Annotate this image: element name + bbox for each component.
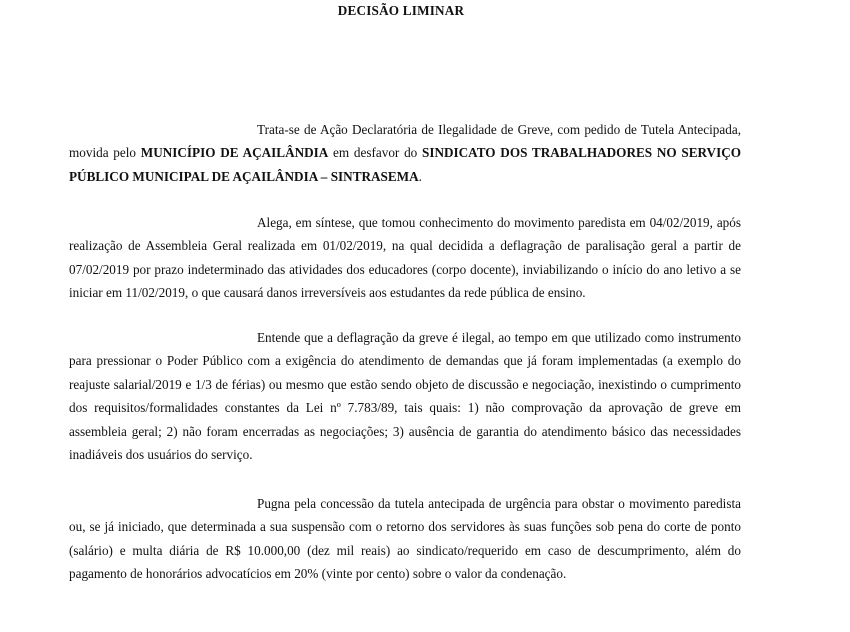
document-title: DECISÃO LIMINAR [337,3,465,18]
argument-text: Entende que a deflagração da greve é ilegal, ao tempo em que utilizado como instrumento para pressionar o Poder Público com a exigência do atendimento de demandas que já foram implementadas (a exemplo do reajuste salarial/2019 e 1/3 de férias) ou mesmo que estão sendo objeto de discussão e negociação, inexistindo o cumprimento dos requisitos/formalidades constantes da Lei nº 7.783/89, tais quais: 1) não comprovação da aprovação de greve em assembleia geral; 2) não foram encerradas as negociações; 3) ausência de garantia do atendimento básico das necessidades inadiáveis dos usuários do serviço. [69,330,741,463]
request-text: Pugna pela concessão da tutela antecipada de urgência para obstar o movimento paredista ou, se já iniciado, que determinada a sua suspensão com o retorno dos servidores às suas funções sob pena do corte de ponto (salário) e multa diária de R$ 10.000,00 (dez mil reais) ao sindicato/requerido em caso de descumprimento, além do pagamento de honorários advocatícios em 20% (vinte por cento) sobre o valor da condenação. [69,496,741,582]
paragraph-allegation [69,211,741,305]
intro-text-2: em desfavor do [328,145,423,161]
intro-text-1: Trata-se de Ação Declaratória de Ilegalidade de Greve, com pedido de Tutela Antecipada, movida pelo [69,122,741,161]
paragraph-intro [69,118,741,188]
paragraph-argument [69,326,741,466]
paragraph-request [69,492,741,586]
intro-text-3: . [418,168,422,184]
plaintiff-name: MUNICÍPIO DE AÇAILÂNDIA [140,145,329,161]
allegation-text: Alega, em síntese, que tomou conhecimento do movimento paredista em 04/02/2019, após realização de Assembleia Geral realizada em 01/02/2019, na qual decidida a deflagração de paralisação geral a partir de 07/02/2019 por prazo indeterminado das atividades dos educadores (corpo docente), inviabilizando o início do ano letivo a se iniciar em 11/02/2019, o que causará danos irreversíveis aos estudantes da rede pública de ensino. [69,215,741,301]
defendant-name: SINDICATO DOS TRABALHADORES NO SERVIÇO PÚBLICO MUNICIPAL DE AÇAILÂNDIA – SINTRASEMA [69,145,741,184]
